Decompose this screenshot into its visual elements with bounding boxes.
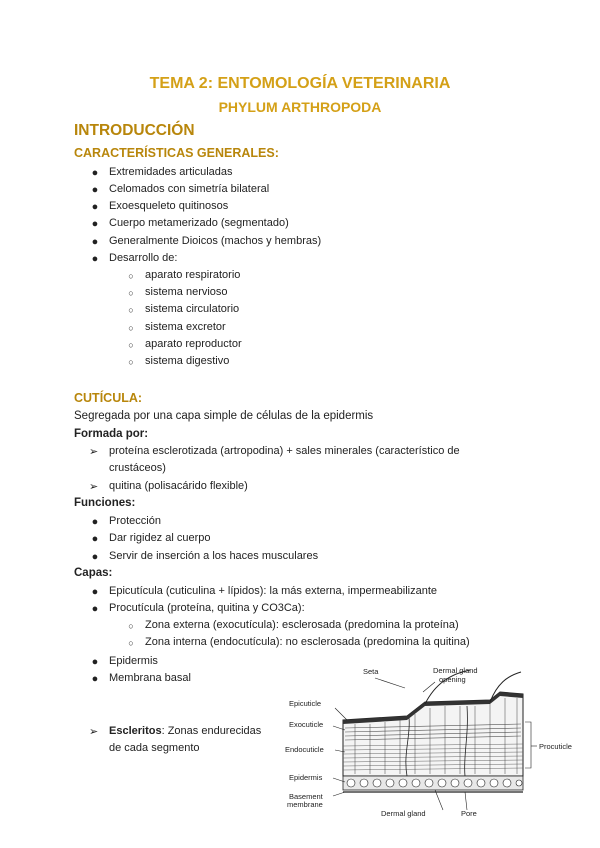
bullet-marker: ● (91, 184, 99, 196)
list-subitem: Zona interna (endocutícula): no esclerosada (predomina la quitina) (145, 636, 470, 648)
capas-label: Capas: (74, 567, 113, 579)
circle-marker: ○ (128, 288, 134, 298)
list-item: Celomados con simetría bilateral (109, 183, 270, 195)
list-item: Epicutícula (cuticulina + lípidos): la más externa, impermeabilizante (109, 585, 438, 597)
label-epicuticle: Epicuticle (289, 699, 322, 708)
list-item: Protección (109, 515, 161, 527)
label-basement-1: Basement (289, 792, 323, 801)
bullet-marker: ● (91, 586, 99, 598)
bullet-marker: ● (91, 201, 99, 213)
subheading-caracteristicas: CARACTERÍSTICAS GENERALES: (74, 146, 279, 160)
circle-marker: ○ (128, 357, 134, 367)
list-item-continuation: crustáceos) (109, 462, 166, 474)
bullet-marker: ● (91, 533, 99, 545)
label-dermal-gland-opening-1: Dermal gland (433, 666, 478, 675)
list-item: Extremidades articuladas (109, 166, 233, 178)
section-heading-introduccion: INTRODUCCIÓN (74, 122, 195, 139)
bullet-marker: ● (91, 167, 99, 179)
funciones-label: Funciones: (74, 497, 136, 509)
list-subitem: sistema digestivo (145, 355, 230, 367)
list-item: Exoesqueleto quitinosos (109, 200, 229, 212)
escleritos-definition: : Zonas endurecidas (161, 725, 262, 737)
circle-marker: ○ (128, 271, 134, 281)
label-exocuticle: Exocuticle (289, 720, 324, 729)
bullet-marker: ● (91, 516, 99, 528)
label-basement-2: membrane (287, 800, 323, 809)
bullet-marker: ● (91, 656, 99, 668)
label-pore: Pore (461, 809, 477, 818)
circle-marker: ○ (128, 621, 134, 631)
list-subitem: aparato reproductor (145, 338, 242, 350)
list-item: Generalmente Dioicos (machos y hembras) (109, 235, 322, 247)
label-dermal-gland: Dermal gland (381, 809, 426, 818)
bullet-marker: ● (91, 218, 99, 230)
bullet-marker: ● (91, 673, 99, 685)
list-item: Procutícula (proteína, quitina y CO3Ca): (109, 602, 305, 614)
arrow-marker: ➢ (89, 726, 99, 738)
page-title: TEMA 2: ENTOMOLOGÍA VETERINARIA (149, 75, 451, 92)
circle-marker: ○ (128, 305, 134, 315)
page-subtitle: PHYLUM ARTHROPODA (218, 99, 382, 115)
circle-marker: ○ (128, 340, 134, 350)
escleritos-term: Escleritos (109, 725, 162, 737)
circle-marker: ○ (128, 638, 134, 648)
circle-marker: ○ (128, 323, 134, 333)
bullet-marker: ● (91, 551, 99, 563)
arrow-marker: ➢ (89, 481, 99, 493)
list-item: Epidermis (109, 655, 158, 667)
bullet-marker: ● (91, 603, 99, 615)
cuticle-diagram (275, 664, 585, 824)
bullet-marker: ● (91, 236, 99, 248)
label-procuticle: Procuticle (539, 742, 572, 751)
list-item: Cuerpo metamerizado (segmentado) (109, 217, 289, 229)
cuticula-description: Segregada por una capa simple de células de la epidermis (74, 410, 374, 422)
label-seta: Seta (363, 667, 379, 676)
label-dermal-gland-opening-2: opening (439, 675, 466, 684)
bullet-marker: ● (91, 253, 99, 265)
section-heading-cuticula: CUTÍCULA: (74, 391, 143, 405)
arrow-marker: ➢ (89, 446, 99, 458)
list-subitem: aparato respiratorio (145, 269, 241, 281)
list-item: quitina (polisacárido flexible) (109, 480, 248, 492)
list-subitem: sistema circulatorio (145, 303, 240, 315)
formada-label: Formada por: (74, 428, 149, 440)
escleritos-item (109, 725, 261, 737)
list-item: Dar rigidez al cuerpo (109, 532, 211, 544)
list-item: proteína esclerotizada (artropodina) + sales minerales (característico de (109, 445, 460, 457)
label-epidermis: Epidermis (289, 773, 323, 782)
label-endocuticle: Endocuticle (285, 745, 324, 754)
list-item: Desarrollo de: (109, 252, 178, 264)
list-item: Membrana basal (109, 672, 191, 684)
list-item: Servir de inserción a los haces musculares (109, 550, 319, 562)
list-subitem: sistema excretor (145, 321, 226, 333)
escleritos-continuation: de cada segmento (109, 742, 200, 754)
list-subitem: Zona externa (exocutícula): esclerosada (predomina la proteína) (145, 619, 459, 631)
list-subitem: sistema nervioso (145, 286, 228, 298)
